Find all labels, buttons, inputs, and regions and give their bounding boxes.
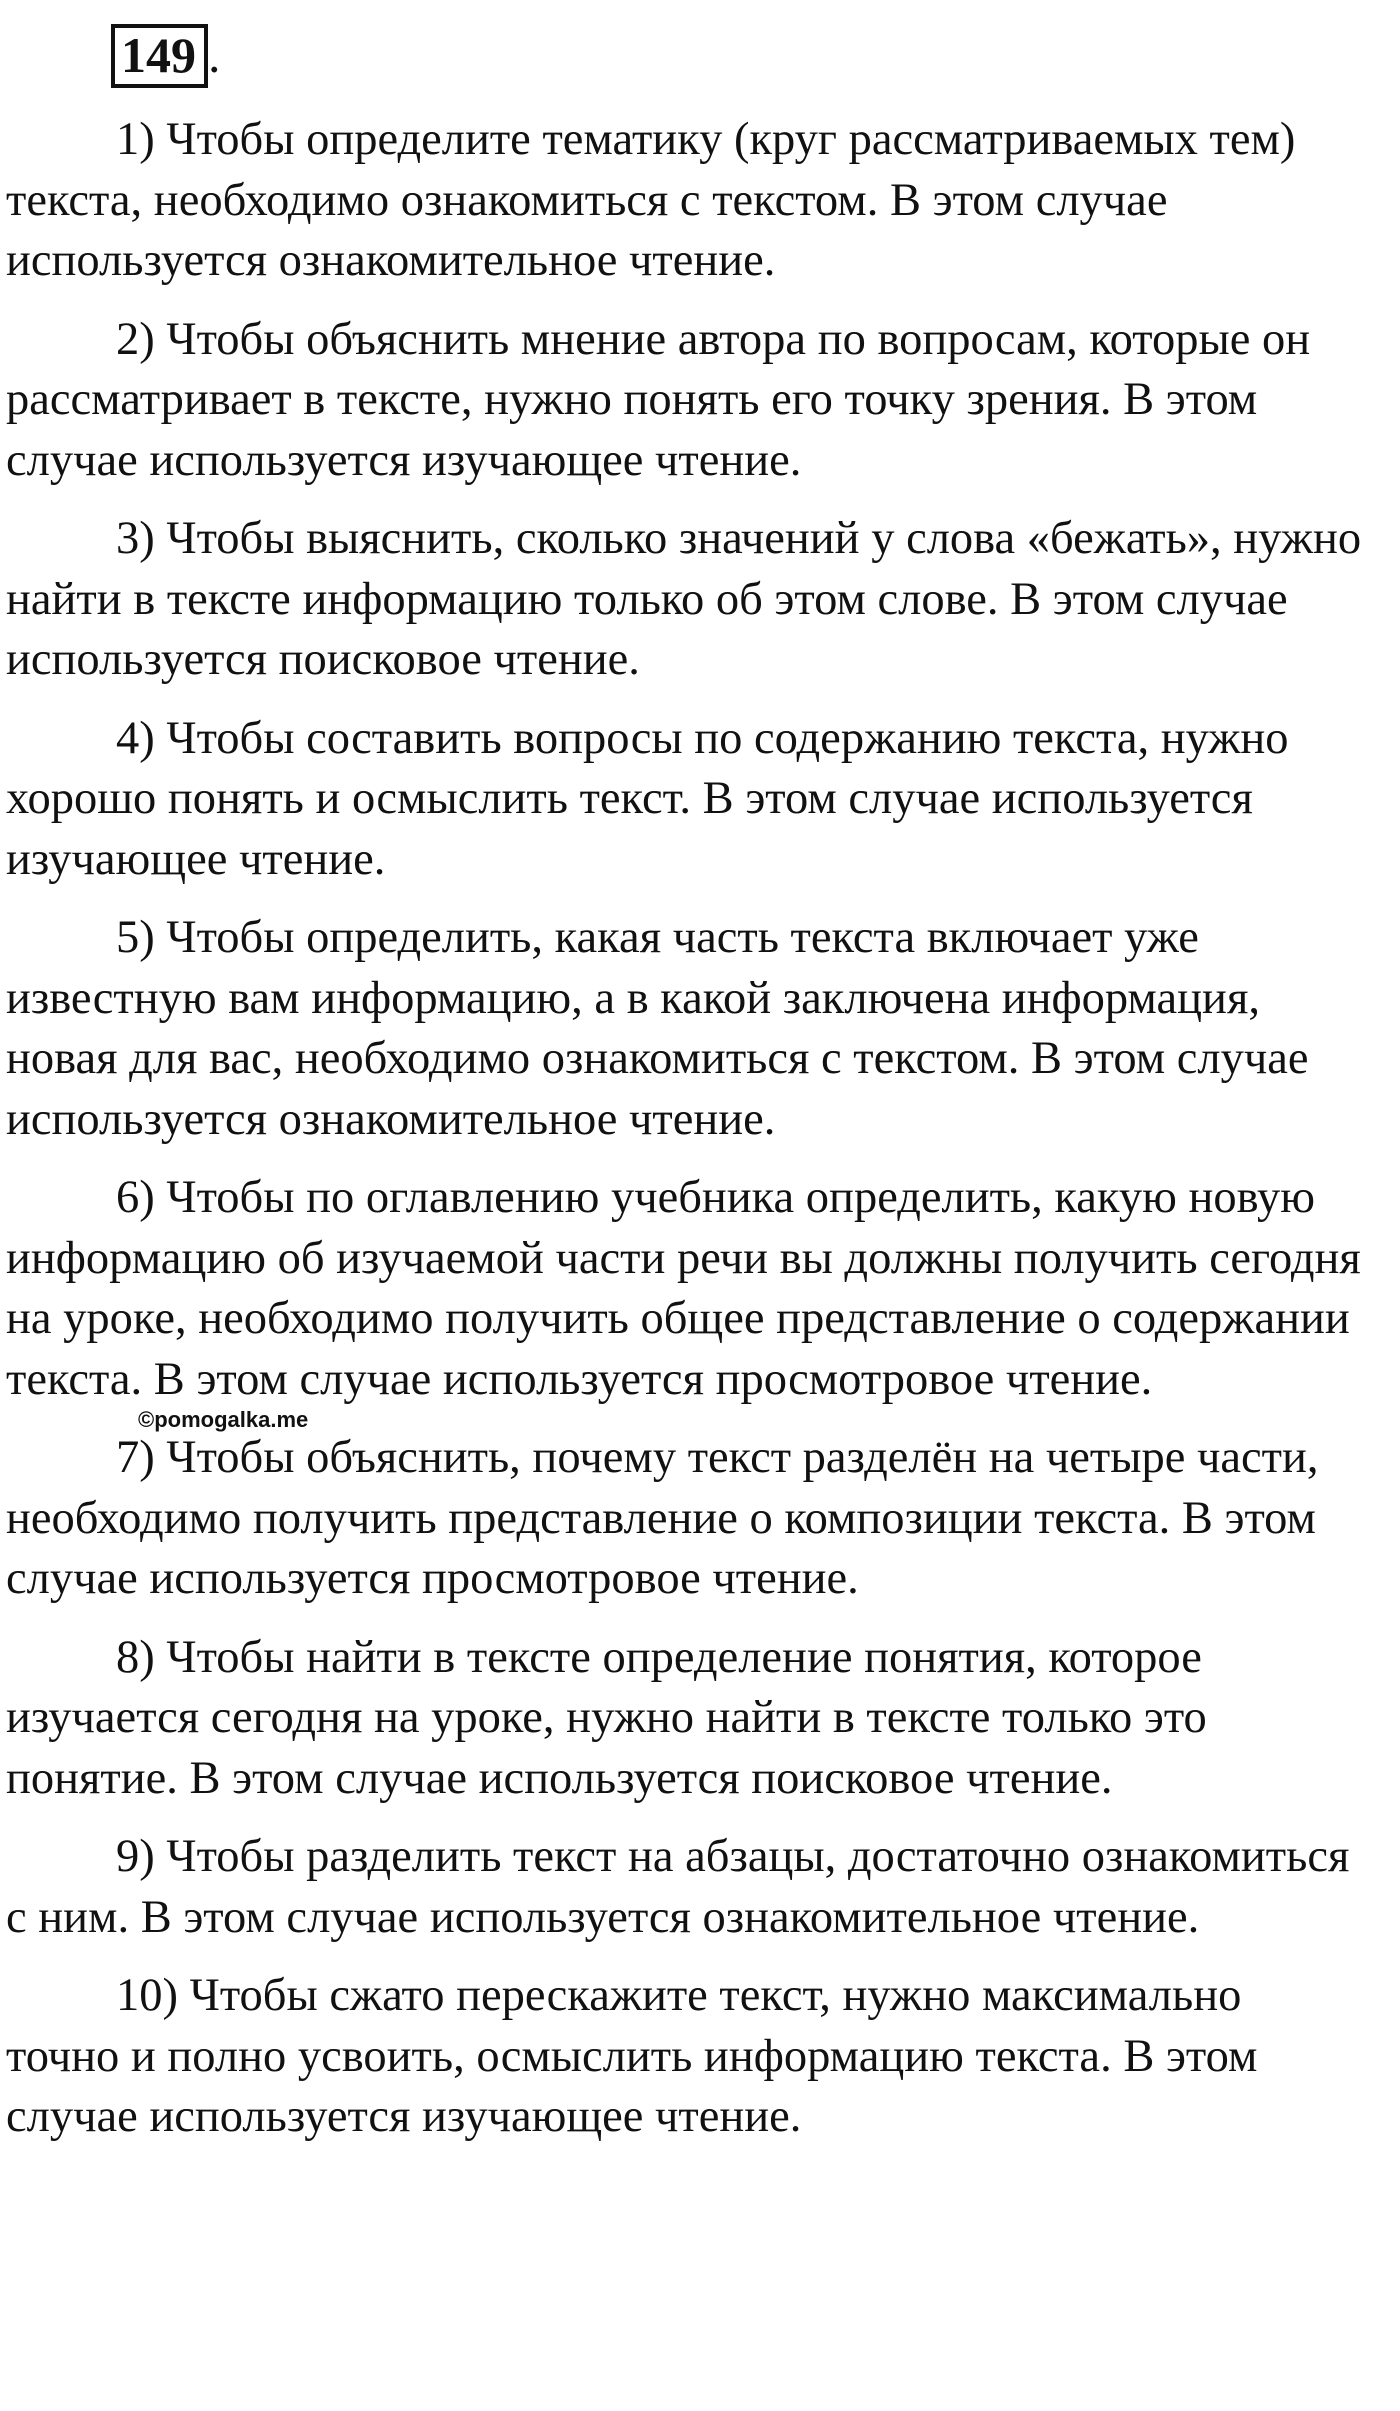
answer-paragraph-6: 6) Чтобы по оглавлению учебника определить, какую новую информацию об изучаемой части речи вы должны получить сегодня на уроке, необходимо получить общее представление о содержании текста. В этом случае используется просмотровое чтение. (6, 1172, 1361, 1405)
task-number: 149 (121, 27, 196, 83)
answer-paragraph-3: 3) Чтобы выяснить, сколько значений у слова «бежать», нужно найти в тексте информацию только об этом слове. В этом случае используется поисковое чтение. (6, 513, 1362, 685)
answer-paragraph-1: 1) Чтобы определите тематику (круг рассматриваемых тем) текста, необходимо ознакомиться с текстом. В этом случае используется ознакомительное чтение. (6, 114, 1296, 286)
task-number-suffix: . (208, 27, 221, 83)
answer-paragraph-7: 7) Чтобы объяснить, почему текст разделён на четыре части, необходимо получить представление о композиции текста. В этом случае используется просмотровое чтение. (6, 1432, 1319, 1604)
answer-paragraph-10: 10) Чтобы сжато перескажите текст, нужно максимально точно и полно усвоить, осмыслить информацию текста. В этом случае используется изучающее чтение. (6, 1970, 1258, 2142)
watermark: ©pomogalka.me (138, 1407, 309, 1432)
answers-list (6, 110, 1366, 2166)
task-number-heading (111, 24, 221, 88)
answer-paragraph-9: 9) Чтобы разделить текст на абзацы, достаточно ознакомиться с ним. В этом случае используется ознакомительное чтение. (6, 1831, 1350, 1943)
task-number-box (111, 24, 208, 88)
answer-paragraph-8: 8) Чтобы найти в тексте определение понятия, которое изучается сегодня на уроке, нужно найти в тексте только это понятие. В этом случае используется поисковое чтение. (6, 1631, 1207, 1804)
answer-paragraph-2: 2) Чтобы объяснить мнение автора по вопросам, которые он рассматривает в тексте, нужно понять его точку зрения. В этом случае используется изучающее чтение. (6, 313, 1311, 486)
answer-paragraph-4: 4) Чтобы составить вопросы по содержанию текста, нужно хорошо понять и осмыслить текст. В этом случае используется изучающее чтение. (6, 712, 1289, 885)
answer-paragraph-5: 5) Чтобы определить, какая часть текста включает уже известную вам информацию, а в какой заключена информация, новая для вас, необходимо ознакомиться с текстом. В этом случае используется ознакомительное чтение. (6, 912, 1309, 1145)
